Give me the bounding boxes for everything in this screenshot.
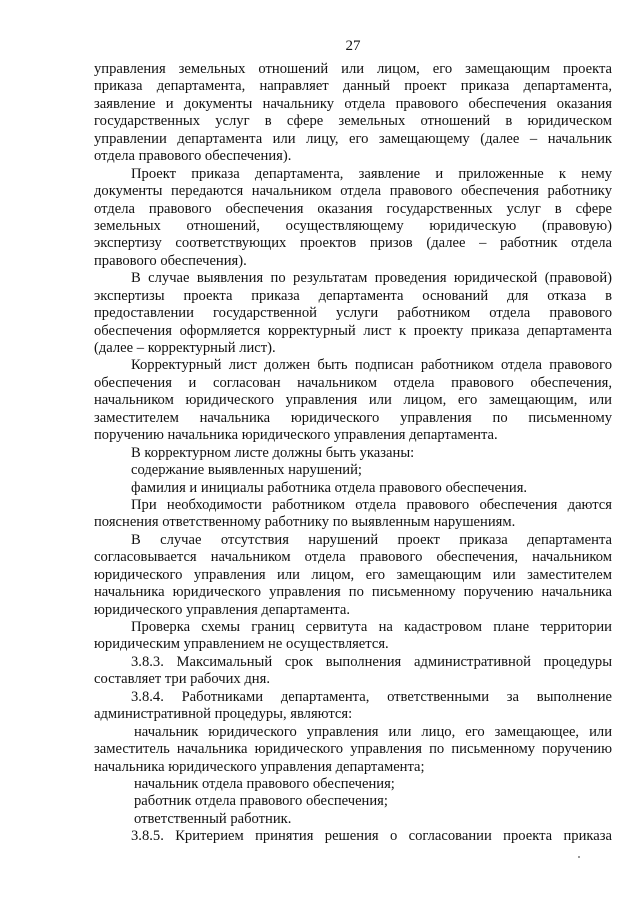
document-page — [94, 38, 612, 846]
text-line: В случае выявления по результатам проведения юридической (правовой) — [131, 270, 612, 287]
text-line: В случае отсутствия нарушений проект приказа департамента — [131, 531, 612, 548]
text-line: фамилия и инициалы работника отдела правового обеспечения. — [131, 479, 528, 496]
text-line: работник отдела правового обеспечения; — [134, 793, 388, 810]
text-line: юридическим управлением не осуществляется. — [94, 636, 389, 653]
body-text — [94, 61, 612, 846]
text-line: ответственный работник. — [134, 810, 292, 827]
text-line: документы передаются начальником отдела правового обеспечения работнику — [94, 183, 612, 200]
text-line: 3.8.3. Максимальный срок выполнения административной процедуры — [131, 653, 612, 670]
text-line: управлении департамента или лицу, его замещающему (далее – начальник — [94, 130, 612, 147]
scan-speck — [578, 856, 580, 858]
text-line: 3.8.4. Работниками департамента, ответственными за выполнение — [131, 688, 612, 705]
text-line: заместитель начальника юридического управления по письменному поручению — [94, 741, 612, 758]
text-line: обеспечения и согласован начальником отдела правового обеспечения, — [94, 374, 612, 391]
text-line: экспертизу соответствующих проектов призов (далее – работник отдела — [94, 235, 612, 252]
page-number: 27 — [345, 38, 361, 54]
text-line: юридического управления департамента. — [94, 601, 350, 618]
text-line: государственных услуг в сфере земельных отношений в юридическом — [94, 113, 612, 130]
text-line: управления земельных отношений или лицом, его замещающим проекта — [94, 61, 612, 77]
text-line: пояснения ответственному работнику по выявленным нарушениям. — [94, 514, 516, 531]
text-line: отдела правового обеспечения оказания государственных услуг в сфере — [94, 200, 612, 217]
text-line: начальник юридического управления или лицо, его замещающее, или — [134, 723, 612, 740]
text-line: правового обеспечения). — [94, 252, 247, 269]
text-line: согласовывается начальником отдела правового обеспечения, начальником — [94, 549, 612, 566]
text-line: земельных отношений, осуществляющему юридическую (правовую) — [94, 217, 612, 234]
text-line: юридического управления или лицом, его замещающим или заместителем — [94, 566, 612, 583]
text-line: начальника юридического управления департамента; — [94, 758, 425, 775]
text-line: предоставлении государственной услуги работником отдела правового — [94, 305, 612, 322]
text-line: административной процедуры, являются: — [94, 706, 353, 723]
text-line: экспертизы проекта приказа департамента оснований для отказа в — [94, 287, 612, 304]
text-line: Корректурный лист должен быть подписан работником отдела правового — [131, 357, 612, 374]
text-line: приказа департамента, направляет данный проект приказа департамента, — [94, 78, 612, 95]
text-line: начальник отдела правового обеспечения; — [134, 775, 395, 792]
text-line: заявление и документы начальнику отдела правового обеспечения оказания — [94, 95, 612, 112]
text-line: заместителем начальника юридического управления по письменному — [94, 409, 612, 426]
text-line: (далее – корректурный лист). — [94, 340, 276, 356]
text-line: обеспечения оформляется корректурный лист к проекту приказа департамента — [94, 322, 612, 339]
text-line: При необходимости работником отдела правового обеспечения даются — [131, 496, 612, 513]
text-line: отдела правового обеспечения). — [94, 148, 292, 165]
text-line: содержание выявленных нарушений; — [131, 462, 362, 479]
text-line: 3.8.5. Критерием принятия решения о согласовании проекта приказа — [131, 828, 612, 845]
text-line: составляет три рабочих дня. — [94, 671, 270, 688]
text-line: Проект приказа департамента, заявление и приложенные к нему — [131, 165, 612, 182]
text-line: поручению начальника юридического управления департамента. — [94, 427, 498, 444]
text-line: Проверка схемы границ сервитута на кадастровом плане территории — [131, 619, 612, 635]
text-line: начальником юридического управления или лицом, его замещающим, или — [94, 392, 612, 409]
text-line: В корректурном листе должны быть указаны: — [131, 444, 415, 461]
text-line: начальника юридического управления по письменному поручению начальника — [94, 584, 612, 601]
